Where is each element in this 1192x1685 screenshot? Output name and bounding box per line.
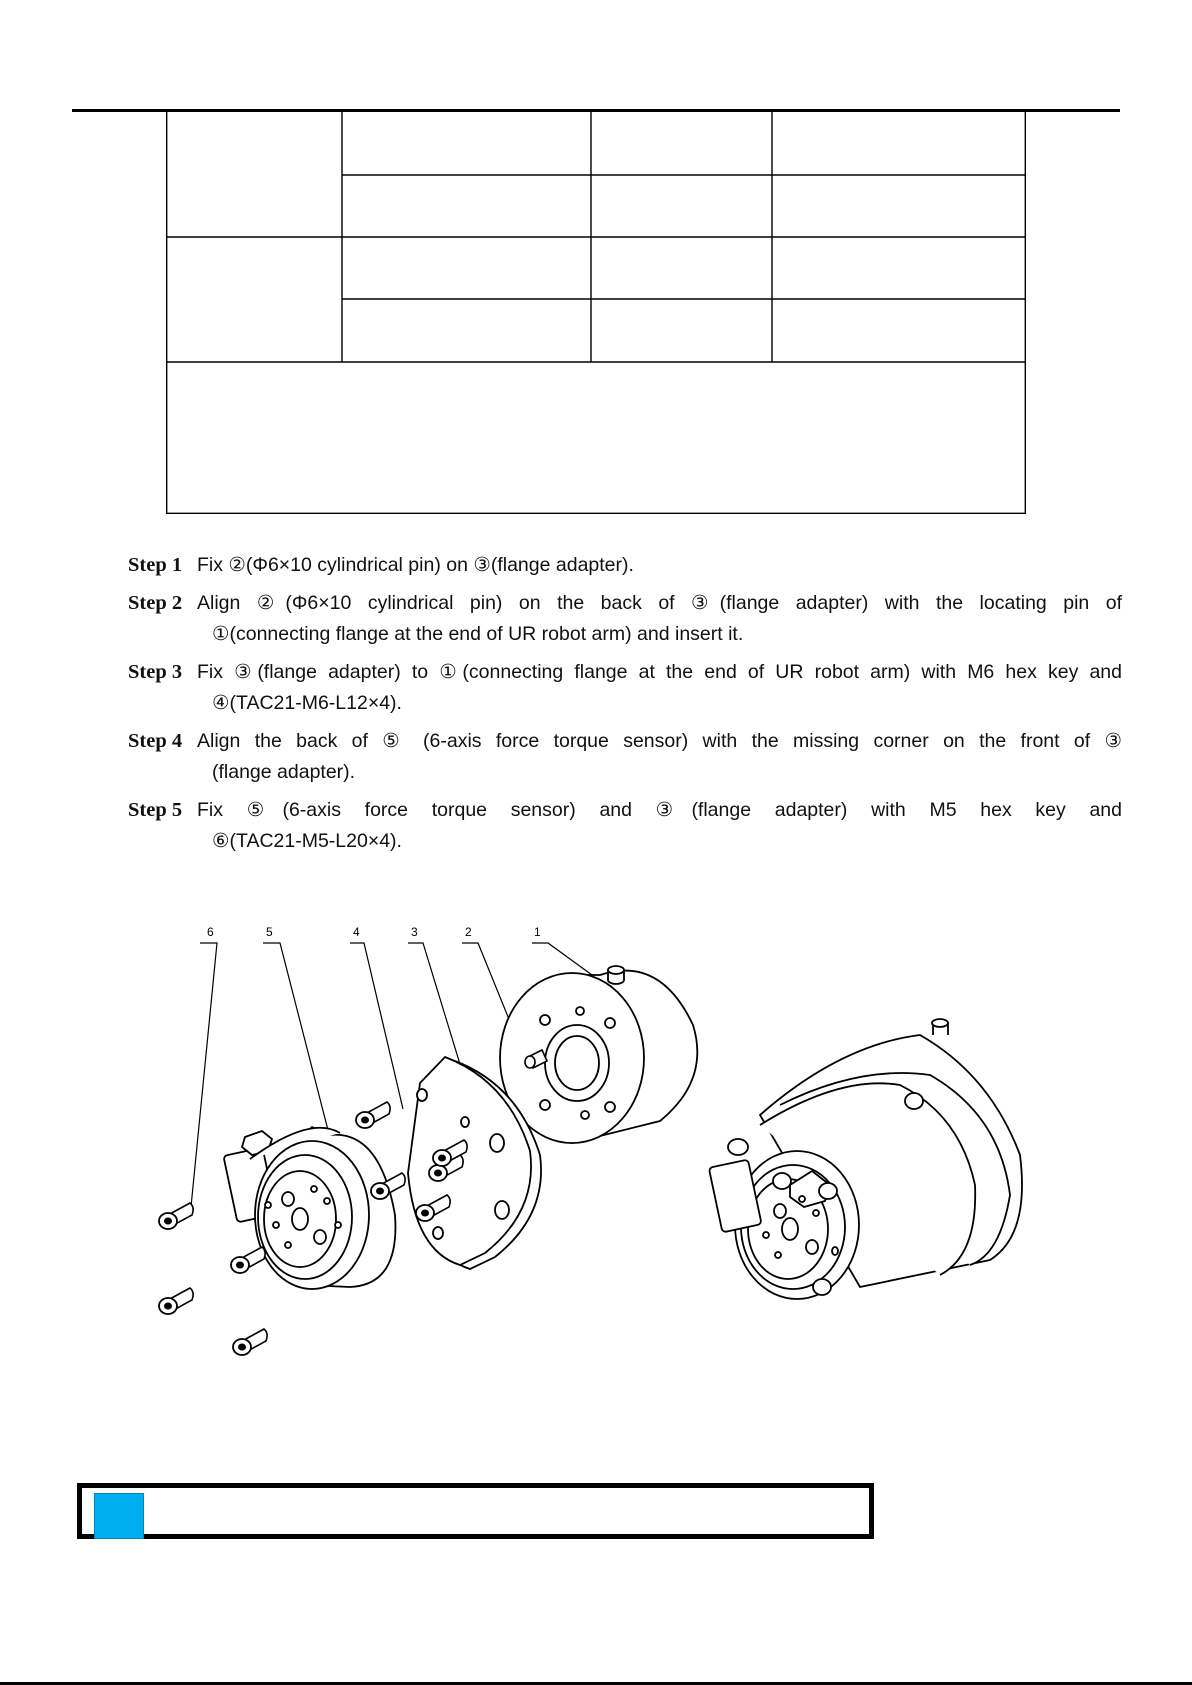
step-text: Align the back of ⑤ (6-axis force torque sensor) with the missing corner on the front of ③ <box>197 730 1122 752</box>
callout-1: 1 <box>534 925 541 939</box>
step-text-continued: (flange adapter). <box>212 761 356 783</box>
step-2 <box>128 588 1122 650</box>
step-5 <box>128 795 1122 857</box>
callout-2: 2 <box>465 925 472 939</box>
step-3 <box>128 657 1122 719</box>
step-text: Fix ⑤(6-axis force torque sensor) and ③(flange adapter) with M5 hex key and <box>197 799 1122 821</box>
step-text: Align ②(Φ6×10 cylindrical pin) on the back of ③(flange adapter) with the locating pin of <box>197 592 1122 614</box>
step-label: Step 3 <box>128 661 183 683</box>
assembly-drawing <box>140 915 1050 1375</box>
step-text: Fix ②(Φ6×10 cylindrical pin) on ③(flange adapter). <box>197 554 634 576</box>
part-6-m5-screws <box>159 1203 267 1355</box>
step-label: Step 4 <box>128 730 183 752</box>
step-4 <box>128 726 1122 788</box>
callout-4: 4 <box>353 925 360 939</box>
step-label: Step 1 <box>128 554 183 576</box>
step-label: Step 5 <box>128 799 183 821</box>
spec-table <box>166 112 1026 514</box>
callout-3: 3 <box>411 925 418 939</box>
step-text-continued: ⑥(TAC21-M5-L20×4). <box>212 830 402 852</box>
assembly-figure <box>140 915 1050 1375</box>
step-text-continued: ①(connecting flange at the end of UR robot arm) and insert it. <box>212 623 744 645</box>
assembled-view <box>709 1019 1022 1299</box>
installation-steps <box>128 550 1122 864</box>
section-marker <box>94 1493 144 1539</box>
step-text-continued: ④(TAC21-M6-L12×4). <box>212 692 402 714</box>
callout-6: 6 <box>207 925 214 939</box>
spec-table-grid <box>166 112 1026 514</box>
step-label: Step 2 <box>128 592 183 614</box>
step-text: Fix ③(flange adapter) to ①(connecting flange at the end of UR robot arm) with M6 hex key and <box>197 661 1122 683</box>
part-1-connecting-flange <box>500 966 697 1143</box>
step-1 <box>128 550 1122 581</box>
section-heading-box <box>77 1483 874 1539</box>
callout-5: 5 <box>266 925 273 939</box>
